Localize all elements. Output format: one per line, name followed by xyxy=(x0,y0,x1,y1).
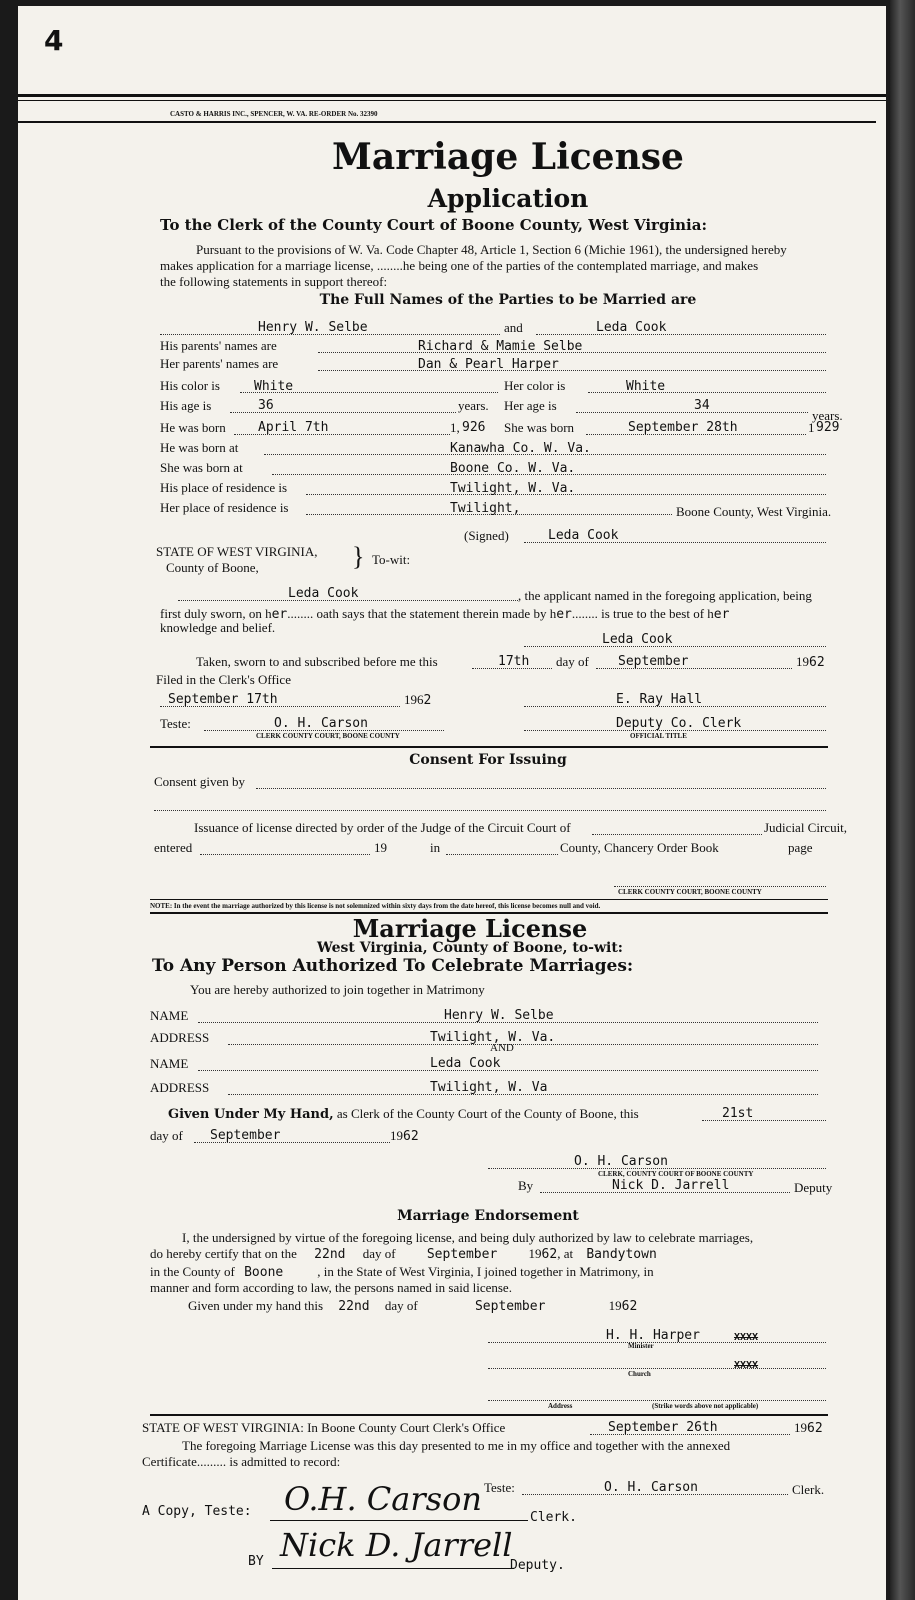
she-born-at-value: Boone Co. W. Va. xyxy=(450,461,576,476)
sworn-line-2: first duly sworn, on her........ oath says that the statement therein made by her........ is true to the best of her xyxy=(160,606,730,622)
strike-note: (Strike words above not applicable) xyxy=(652,1402,759,1410)
struck-xxx-1: XXXX xyxy=(734,1332,759,1343)
page-number: 4 xyxy=(44,24,64,57)
her-age-label: Her age is xyxy=(504,398,557,413)
carson-signature: O.H. Carson xyxy=(284,1480,482,1518)
foregoing-line-1: The foregoing Marriage License was this day presented to me in my office and together with the annexed xyxy=(182,1438,731,1453)
state-line-1: STATE OF WEST VIRGINIA, xyxy=(156,544,318,559)
clerk-caption: CLERK COUNTY COURT, BOONE COUNTY xyxy=(256,732,400,740)
he-born-at-label: He was born at xyxy=(160,440,239,455)
she-born-year-pre: 1 xyxy=(808,420,815,435)
sworn-month: September xyxy=(618,654,689,669)
by-caps: BY xyxy=(248,1554,264,1569)
her-age-years: years. xyxy=(812,408,843,423)
consent-given-label: Consent given by xyxy=(154,774,245,789)
deputy-word: Deputy. xyxy=(510,1558,565,1573)
she-born-at-label: She was born at xyxy=(160,460,243,475)
filed-year: 1962 xyxy=(404,692,432,708)
he-born-label: He was born xyxy=(160,420,226,435)
church-caption: Church xyxy=(628,1370,651,1378)
endorse-line-1: I, the undersigned by virtue of the foregoing license, and being duly authorized by law to celebrate marriages, xyxy=(182,1230,754,1245)
address-caption: Address xyxy=(548,1402,573,1410)
struck-xxx-2: XXXX xyxy=(734,1360,759,1371)
given-hand-line: Given Under My Hand, as Clerk of the County Court of the County of Boone, this xyxy=(168,1106,639,1122)
name-label-2: NAME xyxy=(150,1056,189,1071)
jarrell-signature: Nick D. Jarrell xyxy=(280,1526,513,1564)
to-wit: To-wit: xyxy=(372,552,411,567)
issuance-line: Issuance of license directed by order of the Judge of the Circuit Court of xyxy=(194,820,571,835)
and-caps: AND xyxy=(490,1042,514,1054)
form-subtitle: Application xyxy=(427,184,589,213)
filed-date: September 17th xyxy=(168,692,278,707)
any-person-heading: To Any Person Authorized To Celebrate Marriages: xyxy=(152,956,634,976)
minister-caption: Minister xyxy=(628,1342,654,1350)
filed-label: Filed in the Clerk's Office xyxy=(156,672,291,687)
address-label-1: ADDRESS xyxy=(150,1030,210,1045)
clerk-signature: O. H. Carson xyxy=(574,1154,668,1169)
header-rule xyxy=(18,121,876,123)
deputy-name: Nick D. Jarrell xyxy=(612,1178,730,1193)
day-of-label-2: day of xyxy=(150,1128,183,1143)
book-spine xyxy=(890,0,915,1600)
county-order: County, Chancery Order Book xyxy=(560,840,719,855)
given-year: 1962 xyxy=(390,1128,419,1144)
license-subtitle: West Virginia, County of Boone, to-wit: xyxy=(317,940,623,956)
note: NOTE: In the event the marriage authorized by this license is not solemnized within sixty days from the date hereof, this license becomes null and void. xyxy=(150,902,601,910)
officer-title: Deputy Co. Clerk xyxy=(616,716,742,731)
signed-label: (Signed) xyxy=(464,528,509,543)
clerk-caption-3: CLERK, COUNTY COURT OF BOONE COUNTY xyxy=(598,1170,754,1178)
party1-name: Henry W. Selbe xyxy=(444,1008,554,1023)
sworn-year: 1962 xyxy=(796,654,825,670)
full-names-heading: The Full Names of the Parties to be Married are xyxy=(319,292,697,308)
state-line-2: County of Boone, xyxy=(166,560,259,575)
affiant-name: Leda Cook xyxy=(288,586,359,601)
her-residence-label: Her place of residence is xyxy=(160,500,289,515)
endorse-line-4: manner and form according to law, the persons named in said license. xyxy=(150,1280,512,1295)
consent-heading: Consent For Issuing xyxy=(409,752,567,768)
party2-name: Leda Cook xyxy=(430,1056,501,1071)
office-year: 1962 xyxy=(794,1420,823,1436)
her-age-value: 34 xyxy=(694,398,710,413)
deputy-label: Deputy xyxy=(794,1180,833,1195)
office-date: September 26th xyxy=(608,1420,718,1435)
she-born-date: September 28th xyxy=(628,420,738,435)
and-label: and xyxy=(504,320,523,335)
copy-teste-label: A Copy, Teste: xyxy=(142,1504,252,1519)
his-parents-value: Richard & Mamie Selbe xyxy=(418,339,583,354)
she-born-year: 929 xyxy=(816,420,840,435)
name-label-1: NAME xyxy=(150,1008,189,1023)
in-label: in xyxy=(430,840,441,855)
teste2-name: O. H. Carson xyxy=(604,1480,698,1495)
his-age-label: His age is xyxy=(160,398,212,413)
his-residence-label: His place of residence is xyxy=(160,480,288,495)
endorse-line-3: in the County of Boone , in the State of West Virginia, I joined together in Matrimony, in xyxy=(150,1264,654,1280)
her-parents-label: Her parents' names are xyxy=(160,356,279,371)
sworn-line-3: knowledge and belief. xyxy=(160,620,276,635)
her-residence-value: Twilight, xyxy=(450,501,521,516)
party1-address: Twilight, W. Va. xyxy=(430,1030,556,1045)
endorse-line-2: do hereby certify that on the 22nd day of September 1962, at Bandytown xyxy=(150,1246,657,1262)
his-color-value: White xyxy=(254,379,294,394)
his-age-years: years. xyxy=(458,398,489,413)
by-label: By xyxy=(518,1178,534,1193)
he-born-year: 926 xyxy=(462,420,486,435)
official-title-caption: OFFICIAL TITLE xyxy=(630,732,687,740)
top-rule-thin xyxy=(18,100,886,101)
he-born-at-value: Kanawha Co. W. Va. xyxy=(450,441,591,456)
intro-line-2: makes application for a marriage license, ........he being one of the parties of the contemplated marriage, and makes xyxy=(160,258,759,273)
signed-name: Leda Cook xyxy=(548,528,619,543)
license-title: Marriage License xyxy=(352,914,588,943)
affiant-text: , the applicant named in the foregoing application, being xyxy=(518,588,812,603)
affiant-signature: Leda Cook xyxy=(602,632,673,647)
intro-line-1: Pursuant to the provisions of W. Va. Code Chapter 48, Article 1, Section 6 (Michie 1961), the undersigned hereby xyxy=(196,242,787,257)
his-age-value: 36 xyxy=(258,398,274,413)
teste-name: O. H. Carson xyxy=(274,716,368,731)
printer-line: CASTO & HARRIS INC., SPENCER, W. VA. RE-ORDER No. 32390 xyxy=(170,110,378,118)
teste-label: Teste: xyxy=(160,716,191,731)
top-rule xyxy=(18,94,886,97)
sworn-day: 17th xyxy=(498,654,530,669)
address-label-2: ADDRESS xyxy=(150,1080,210,1095)
judicial-circuit: Judicial Circuit, xyxy=(764,820,848,835)
his-color-label: His color is xyxy=(160,378,220,393)
party2-address: Twilight, W. Va xyxy=(430,1080,548,1095)
her-color-value: White xyxy=(626,379,666,394)
her-color-label: Her color is xyxy=(504,378,566,393)
sworn-day-of: day of xyxy=(556,654,589,669)
section-rule-1 xyxy=(150,746,828,748)
authorized-line: You are hereby authorized to join together in Matrimony xyxy=(190,982,485,997)
intro-line-3: the following statements in support thereof: xyxy=(160,274,388,289)
foregoing-line-2: Certificate......... is admitted to record: xyxy=(142,1454,341,1469)
he-born-date: April 7th xyxy=(258,420,329,435)
license-page xyxy=(18,6,886,1600)
nineteen-label: 19 xyxy=(374,840,387,855)
given-under-line: Given under my hand this 22nd day of September 1962 xyxy=(188,1298,638,1314)
minister-name: H. H. Harper xyxy=(606,1328,700,1343)
section-rule-3 xyxy=(150,1414,828,1416)
given-day: 21st xyxy=(722,1106,754,1121)
his-parents-label: His parents' names are xyxy=(160,338,277,353)
she-born-label: She was born xyxy=(504,420,575,435)
form-title: Marriage License xyxy=(332,136,684,178)
entered-label: entered xyxy=(154,840,193,855)
he-born-year-pre: 1, xyxy=(450,420,460,435)
copy-clerk-word: Clerk. xyxy=(530,1510,577,1525)
page-label: page xyxy=(788,840,813,855)
bride-name: Leda Cook xyxy=(596,320,667,335)
given-month: September xyxy=(210,1128,281,1143)
to-clerk-heading: To the Clerk of the County Court of Boone County, West Virginia: xyxy=(160,216,708,234)
groom-name: Henry W. Selbe xyxy=(258,320,368,335)
her-parents-value: Dan & Pearl Harper xyxy=(418,357,559,372)
officer-name: E. Ray Hall xyxy=(616,692,703,707)
clerk-caption-2: CLERK COUNTY COURT, BOONE COUNTY xyxy=(618,888,762,896)
taken-sworn-label: Taken, sworn to and subscribed before me this xyxy=(196,654,438,669)
bracket: } xyxy=(352,542,365,571)
state-office-line: STATE OF WEST VIRGINIA: In Boone County Court Clerk's Office xyxy=(142,1420,506,1435)
teste2-label: Teste: xyxy=(484,1480,515,1495)
endorse-heading: Marriage Endorsement xyxy=(397,1208,579,1224)
his-residence-value: Twilight, W. Va. xyxy=(450,481,576,496)
clerk-word: Clerk. xyxy=(792,1482,825,1497)
boone-county-wv: Boone County, West Virginia. xyxy=(676,504,832,519)
